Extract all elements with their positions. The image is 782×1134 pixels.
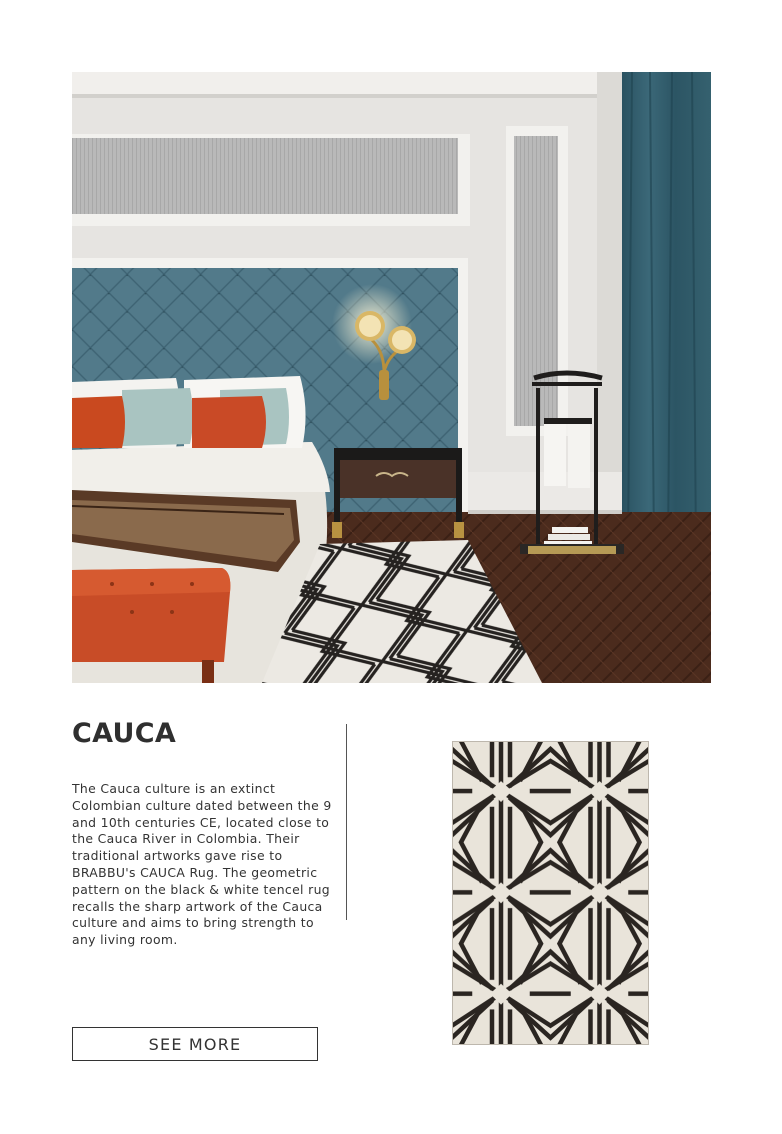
product-description: The Cauca culture is an extinct Colombian culture dated between the 9 and 10th centuries CE, located close to the Cauca River in Colombia. Their traditional artworks gave rise to BRABBU's CAUCA Rug. The geometric pattern on the black & white tencel rug recalls the sharp artwork of the Cauca culture and aims to bring strength to any living room. [72,781,332,948]
rug-icon [452,741,649,1045]
see-more-button[interactable]: SEE MORE [72,1027,318,1061]
hero-bedroom-image [72,72,711,683]
product-title: CAUCA [72,718,177,749]
vertical-divider [346,724,347,920]
